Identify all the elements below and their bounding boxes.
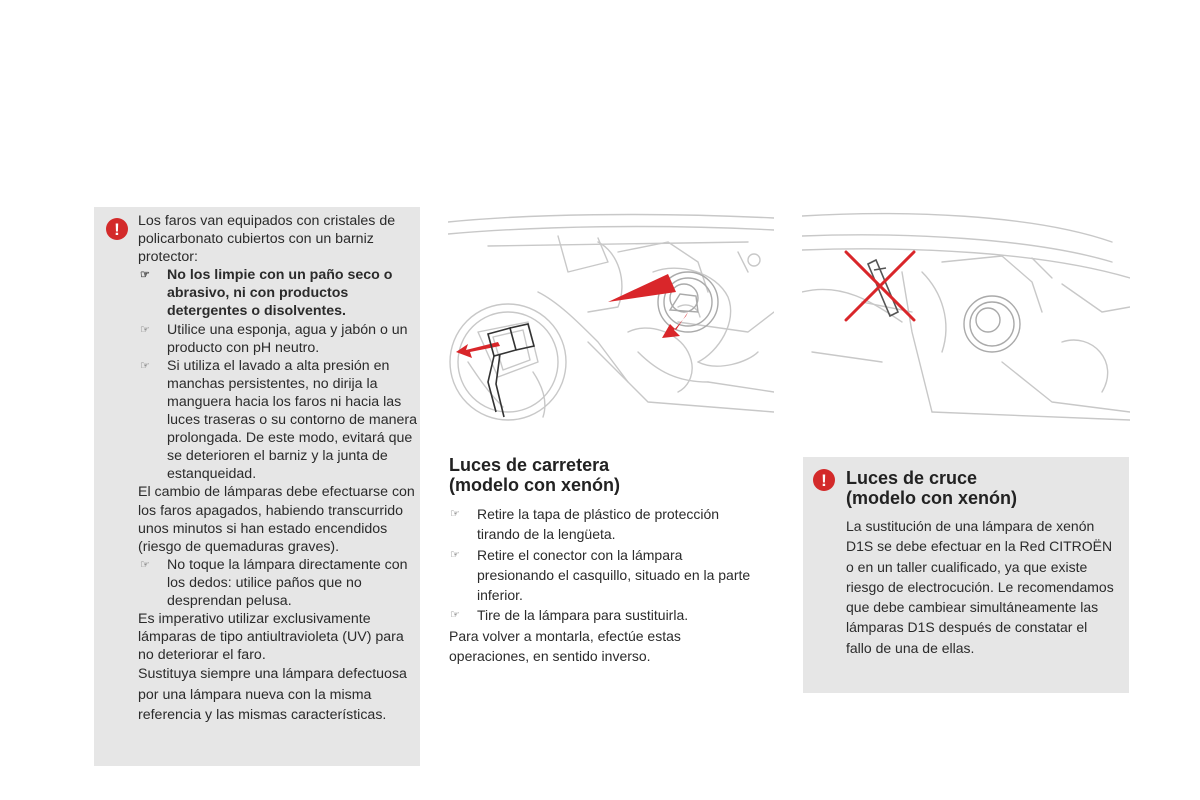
reassembly-note: Para volver a montarla, efectúe estas operaciones, en sentido inverso.	[449, 627, 681, 665]
low-beam-warning-box	[803, 457, 1129, 693]
pointing-hand-icon: ☞	[140, 269, 150, 282]
pointing-hand-icon: ☞	[140, 359, 150, 372]
exclamation-icon: !	[106, 218, 128, 240]
warning-paragraph: Es imperativo utilizar exclusivamente lámparas de tipo antiultravioleta (UV) para no deteriorar el faro.	[138, 611, 404, 664]
warning-text	[138, 212, 418, 725]
pointer-arrow	[608, 274, 676, 302]
warning-bullet: ☞ No toque la lámpara directamente con los dedos: utilice paños que no desprendan pelusa.	[140, 556, 408, 609]
warning-bullet: ☞ Si utiliza el lavado a alta presión en manchas persistentes, no dirija la manguera hacia los faros ni hacia las luces traseras o su contorno de manera prolongada. De este modo, evitará que se deterioren el barniz y la junta de estanqueidad.	[140, 357, 417, 483]
headlamp-removal-illustration	[448, 212, 774, 424]
warning-paragraph: El cambio de lámparas debe efectuarse con los faros apagados, habiendo transcurrido unos minutos si han estado encendidos (riesgo de quemaduras graves).	[138, 484, 415, 555]
pointing-hand-icon: ☞	[140, 323, 150, 336]
list-item: ☞ Retire la tapa de plástico de protección tirando de la lengüeta.	[450, 506, 720, 543]
pointing-hand-icon: ☞	[450, 609, 460, 622]
section-title: Luces de carretera (modelo con xenón)	[449, 455, 620, 495]
list-item: ☞ Retire el conector con la lámpara presionando el casquillo, situado en la parte inferior.	[450, 546, 751, 604]
low-beam-text: La sustitución de una lámpara de xenón D1S se debe efectuar en la Red CITROËN o en un taller cualificado, ya que existe riesgo de electrocución. Le recomendamos que debe cambiear simultáneamente las lámparas D1S después de constatar el fallo de una de ellas.	[846, 518, 1114, 656]
pointing-hand-icon: ☞	[450, 508, 460, 520]
steps-list	[449, 504, 759, 666]
warning-paragraph: Sustituya siempre una lámpara defectuosa por una lámpara nueva con la misma referencia y las mismas características.	[138, 666, 407, 723]
warning-bullet: ☞ No los limpie con un paño seco o abrasivo, ni con productos detergentes o disolventes.	[140, 267, 393, 320]
section-title: Luces de cruce (modelo con xenón)	[846, 468, 1017, 508]
exclamation-icon: !	[813, 469, 835, 491]
pointing-hand-icon: ☞	[450, 548, 460, 561]
headlamp-do-not-touch-illustration	[802, 212, 1130, 424]
pointing-hand-icon: ☞	[140, 558, 150, 571]
list-item: ☞ Tire de la lámpara para sustituirla.	[449, 605, 759, 625]
high-beam-section	[449, 455, 759, 666]
warning-intro: Los faros van equipados con cristales de policarbonato cubiertos con un barniz protector:	[138, 213, 396, 266]
warning-box	[94, 207, 420, 766]
warning-bullet: ☞ Utilice una esponja, agua y jabón o un producto con pH neutro.	[140, 321, 408, 356]
